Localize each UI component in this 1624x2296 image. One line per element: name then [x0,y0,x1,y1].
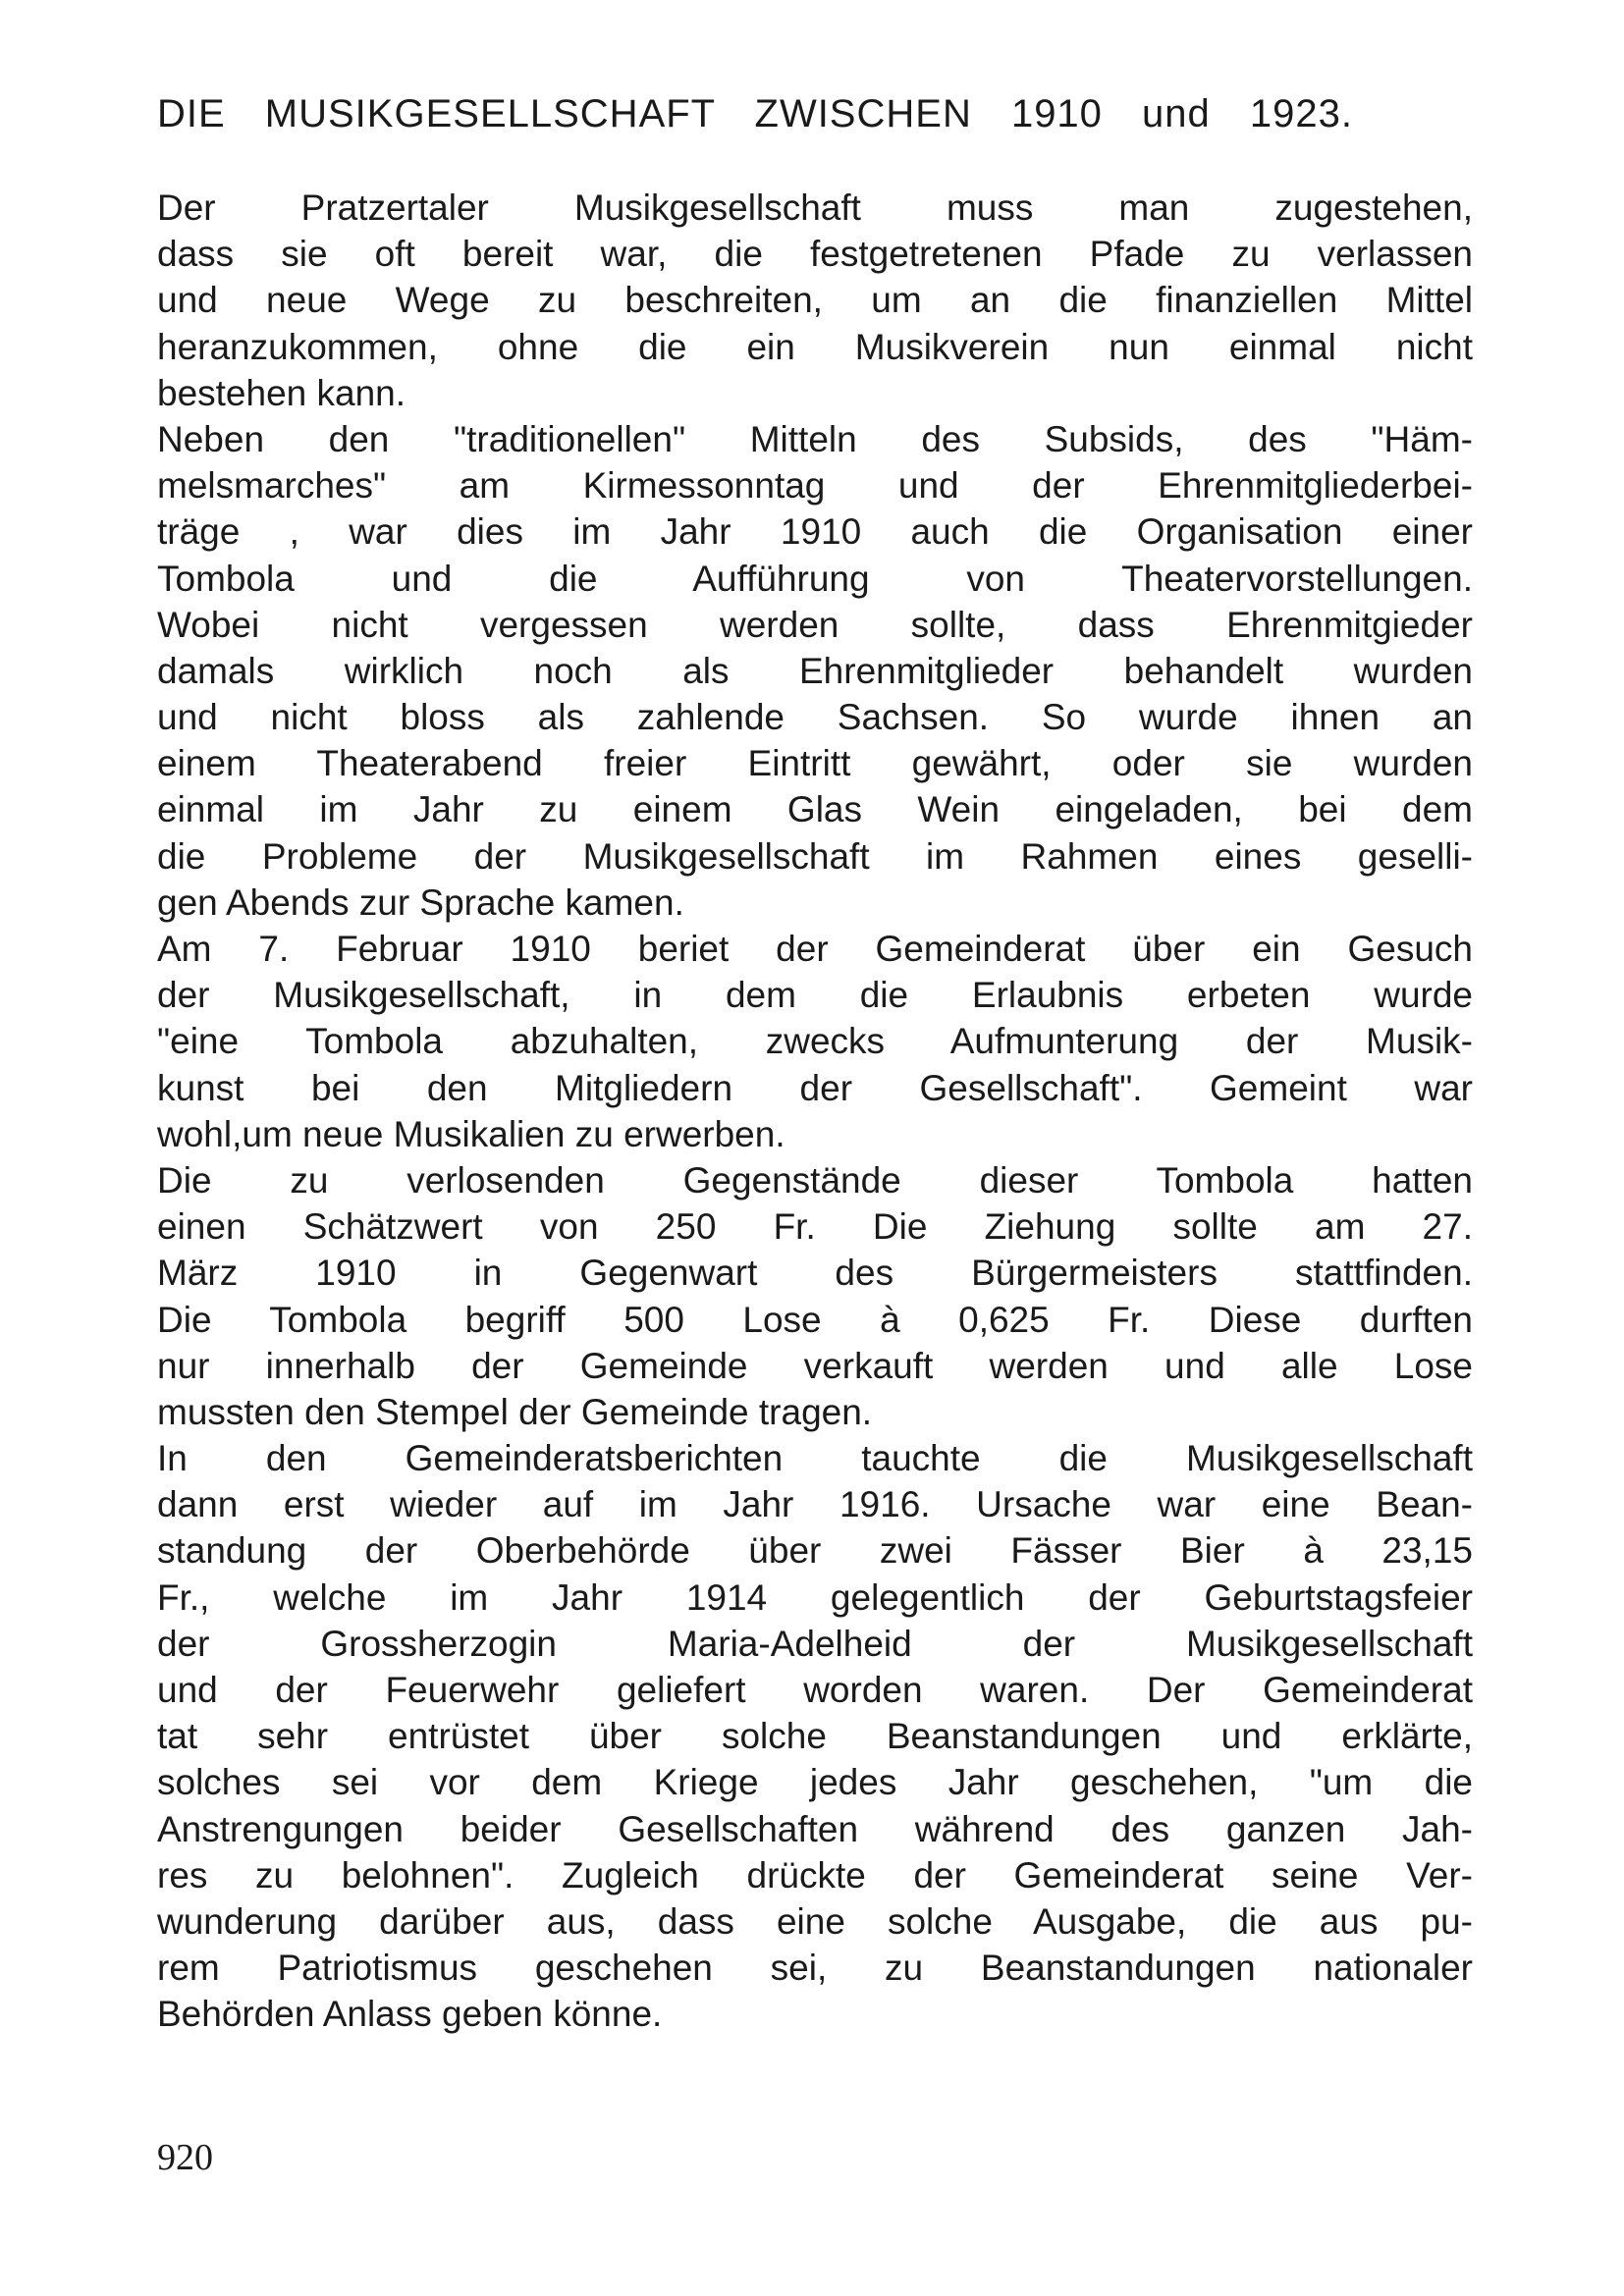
text-line: träge , war dies im Jahr 1910 auch die Organisation einer [157,511,1473,553]
text-line: Am 7. Februar 1910 beriet der Gemeinderat über ein Gesuch [157,929,1473,969]
text-line: einmal im Jahr zu einem Glas Wein eingeladen, bei dem [157,789,1473,830]
text-line: gen Abends zur Sprache kamen. [157,881,684,923]
text-line: bestehen kann. [157,372,406,413]
page-number: 920 [157,2137,213,2178]
text-line: und der Feuerwehr geliefert worden waren. Der Gemeinderat [157,1670,1473,1710]
body-text [157,185,1473,2038]
text-line: nur innerhalb der Gemeinde verkauft werden und alle Lose [157,1345,1473,1386]
text-line: der Grossherzogin Maria-Adelheid der Musikgesellschaft [157,1623,1473,1664]
text-line: res zu belohnen". Zugleich drückte der Gemeinderat seine Ver- [157,1854,1473,1896]
text-line: Tombola und die Aufführung von Theatervorstellungen. [157,558,1473,599]
text-line: Die zu verlosenden Gegenstände dieser Tombola hatten [157,1159,1473,1201]
text-line: dann erst wieder auf im Jahr 1916. Ursache war eine Bean- [157,1484,1473,1525]
text-line: Anstrengungen beider Gesellschaften während des ganzen Jah- [157,1808,1473,1849]
text-line: Die Tombola begriff 500 Lose à 0,625 Fr. Diese durften [157,1299,1473,1340]
text-line: wunderung darüber aus, dass eine solche Ausgabe, die aus pu- [157,1900,1473,1942]
text-line: Behörden Anlass geben könne. [157,1994,663,2035]
text-line: tat sehr entrüstet über solche Beanstandungen und erklärte, [157,1716,1473,1757]
text-line: standung der Oberbehörde über zwei Fässer Bier à 23,15 [157,1530,1473,1572]
text-line: kunst bei den Mitgliedern der Gesellschaft". Gemeint war [157,1067,1473,1108]
text-line: dass sie oft bereit war, die festgetretenen Pfade zu verlassen [157,234,1473,275]
text-line: wohl,um neue Musikalien zu erwerben. [157,1113,785,1154]
text-line: "eine Tombola abzuhalten, zwecks Aufmunterung der Musik- [157,1021,1473,1062]
text-line: Neben den "traditionellen" Mitteln des Subsids, des "Häm- [157,418,1473,459]
text-line: einem Theaterabend freier Eintritt gewährt, oder sie wurden [157,743,1473,784]
text-line: In den Gemeinderatsberichten tauchte die Musikgesellschaft [157,1438,1473,1479]
text-line: der Musikgesellschaft, in dem die Erlaubnis erbeten wurde [157,975,1473,1016]
text-line: heranzukommen, ohne die ein Musikverein nun einmal nicht [157,326,1473,367]
text-line: damals wirklich noch als Ehrenmitglieder behandelt wurden [157,650,1473,691]
text-line: Der Pratzertaler Musikgesellschaft muss man zugestehen, [157,187,1473,228]
text-line: rem Patriotismus geschehen sei, zu Beanstandungen nationaler [157,1948,1473,1989]
text-line: und neue Wege zu beschreiten, um an die finanziellen Mittel [157,280,1473,321]
text-line: solches sei vor dem Kriege jedes Jahr geschehen, "um die [157,1762,1473,1803]
text-line: melsmarches" am Kirmessonntag und der Ehrenmitgliederbei- [157,465,1473,507]
text-line: mussten den Stempel der Gemeinde tragen. [157,1391,873,1432]
text-line: Wobei nicht vergessen werden sollte, dass Ehrenmitgieder [157,604,1473,645]
text-line: und nicht bloss als zahlende Sachsen. So wurde ihnen an [157,697,1473,738]
text-line: die Probleme der Musikgesellschaft im Rahmen eines geselli- [157,835,1473,877]
section-heading: DIE MUSIKGESELLSCHAFT ZWISCHEN 1910 und 1923. [157,92,1353,135]
text-line: einen Schätzwert von 250 Fr. Die Ziehung sollte am 27. [157,1206,1473,1248]
text-line: März 1910 in Gegenwart des Bürgermeisters stattfinden. [157,1253,1473,1294]
text-line: Fr., welche im Jahr 1914 gelegentlich der Geburtstagsfeier [157,1576,1473,1618]
